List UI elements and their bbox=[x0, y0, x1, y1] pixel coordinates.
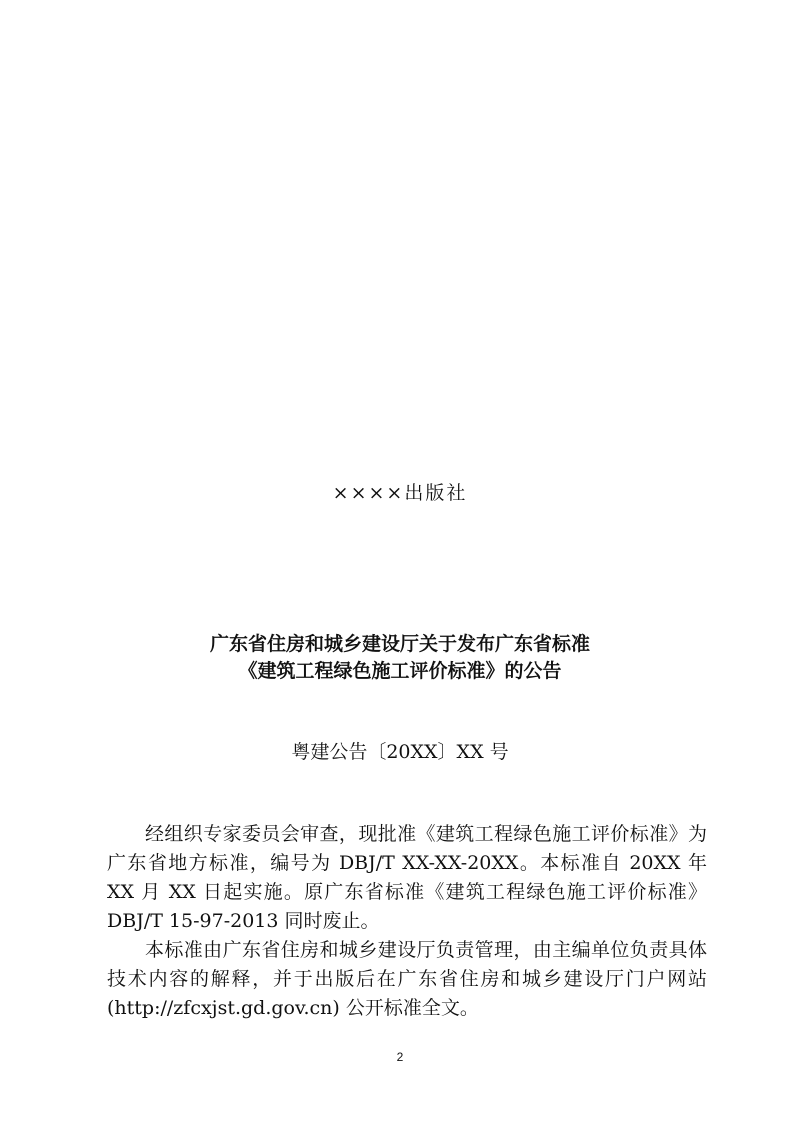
document-number: 粤建公告〔20XX〕XX 号 bbox=[291, 741, 509, 763]
announcement-title-line-2: 《建筑工程绿色施工评价标准》的公告 bbox=[238, 660, 562, 682]
announcement-title bbox=[0, 631, 800, 685]
announcement-body bbox=[107, 820, 707, 1023]
body-paragraph: 经组织专家委员会审查，现批准《建筑工程绿色施工评价标准》为广东省地方标准，编号为 DBJ/T XX-XX-20XX。本标准自 20XX 年 XX 月 XX 日起实施。原广东省标准《建筑工程绿色施工评价标准》DBJ/T 15-97-2013 同时废止。 bbox=[107, 823, 707, 932]
body-paragraph: 本标准由广东省住房和城乡建设厅负责管理，由主编单位负责具体技术内容的解释，并于出版后在广东省住房和城乡建设厅门户网站 (http://zfcxjst.gd.gov.cn) 公开标准全文。 bbox=[107, 939, 707, 1019]
page-number: 2 bbox=[396, 1050, 404, 1064]
announcement-title-line-1: 广东省住房和城乡建设厅关于发布广东省标准 bbox=[209, 633, 590, 655]
publisher-name: ××××出版社 bbox=[332, 482, 468, 504]
